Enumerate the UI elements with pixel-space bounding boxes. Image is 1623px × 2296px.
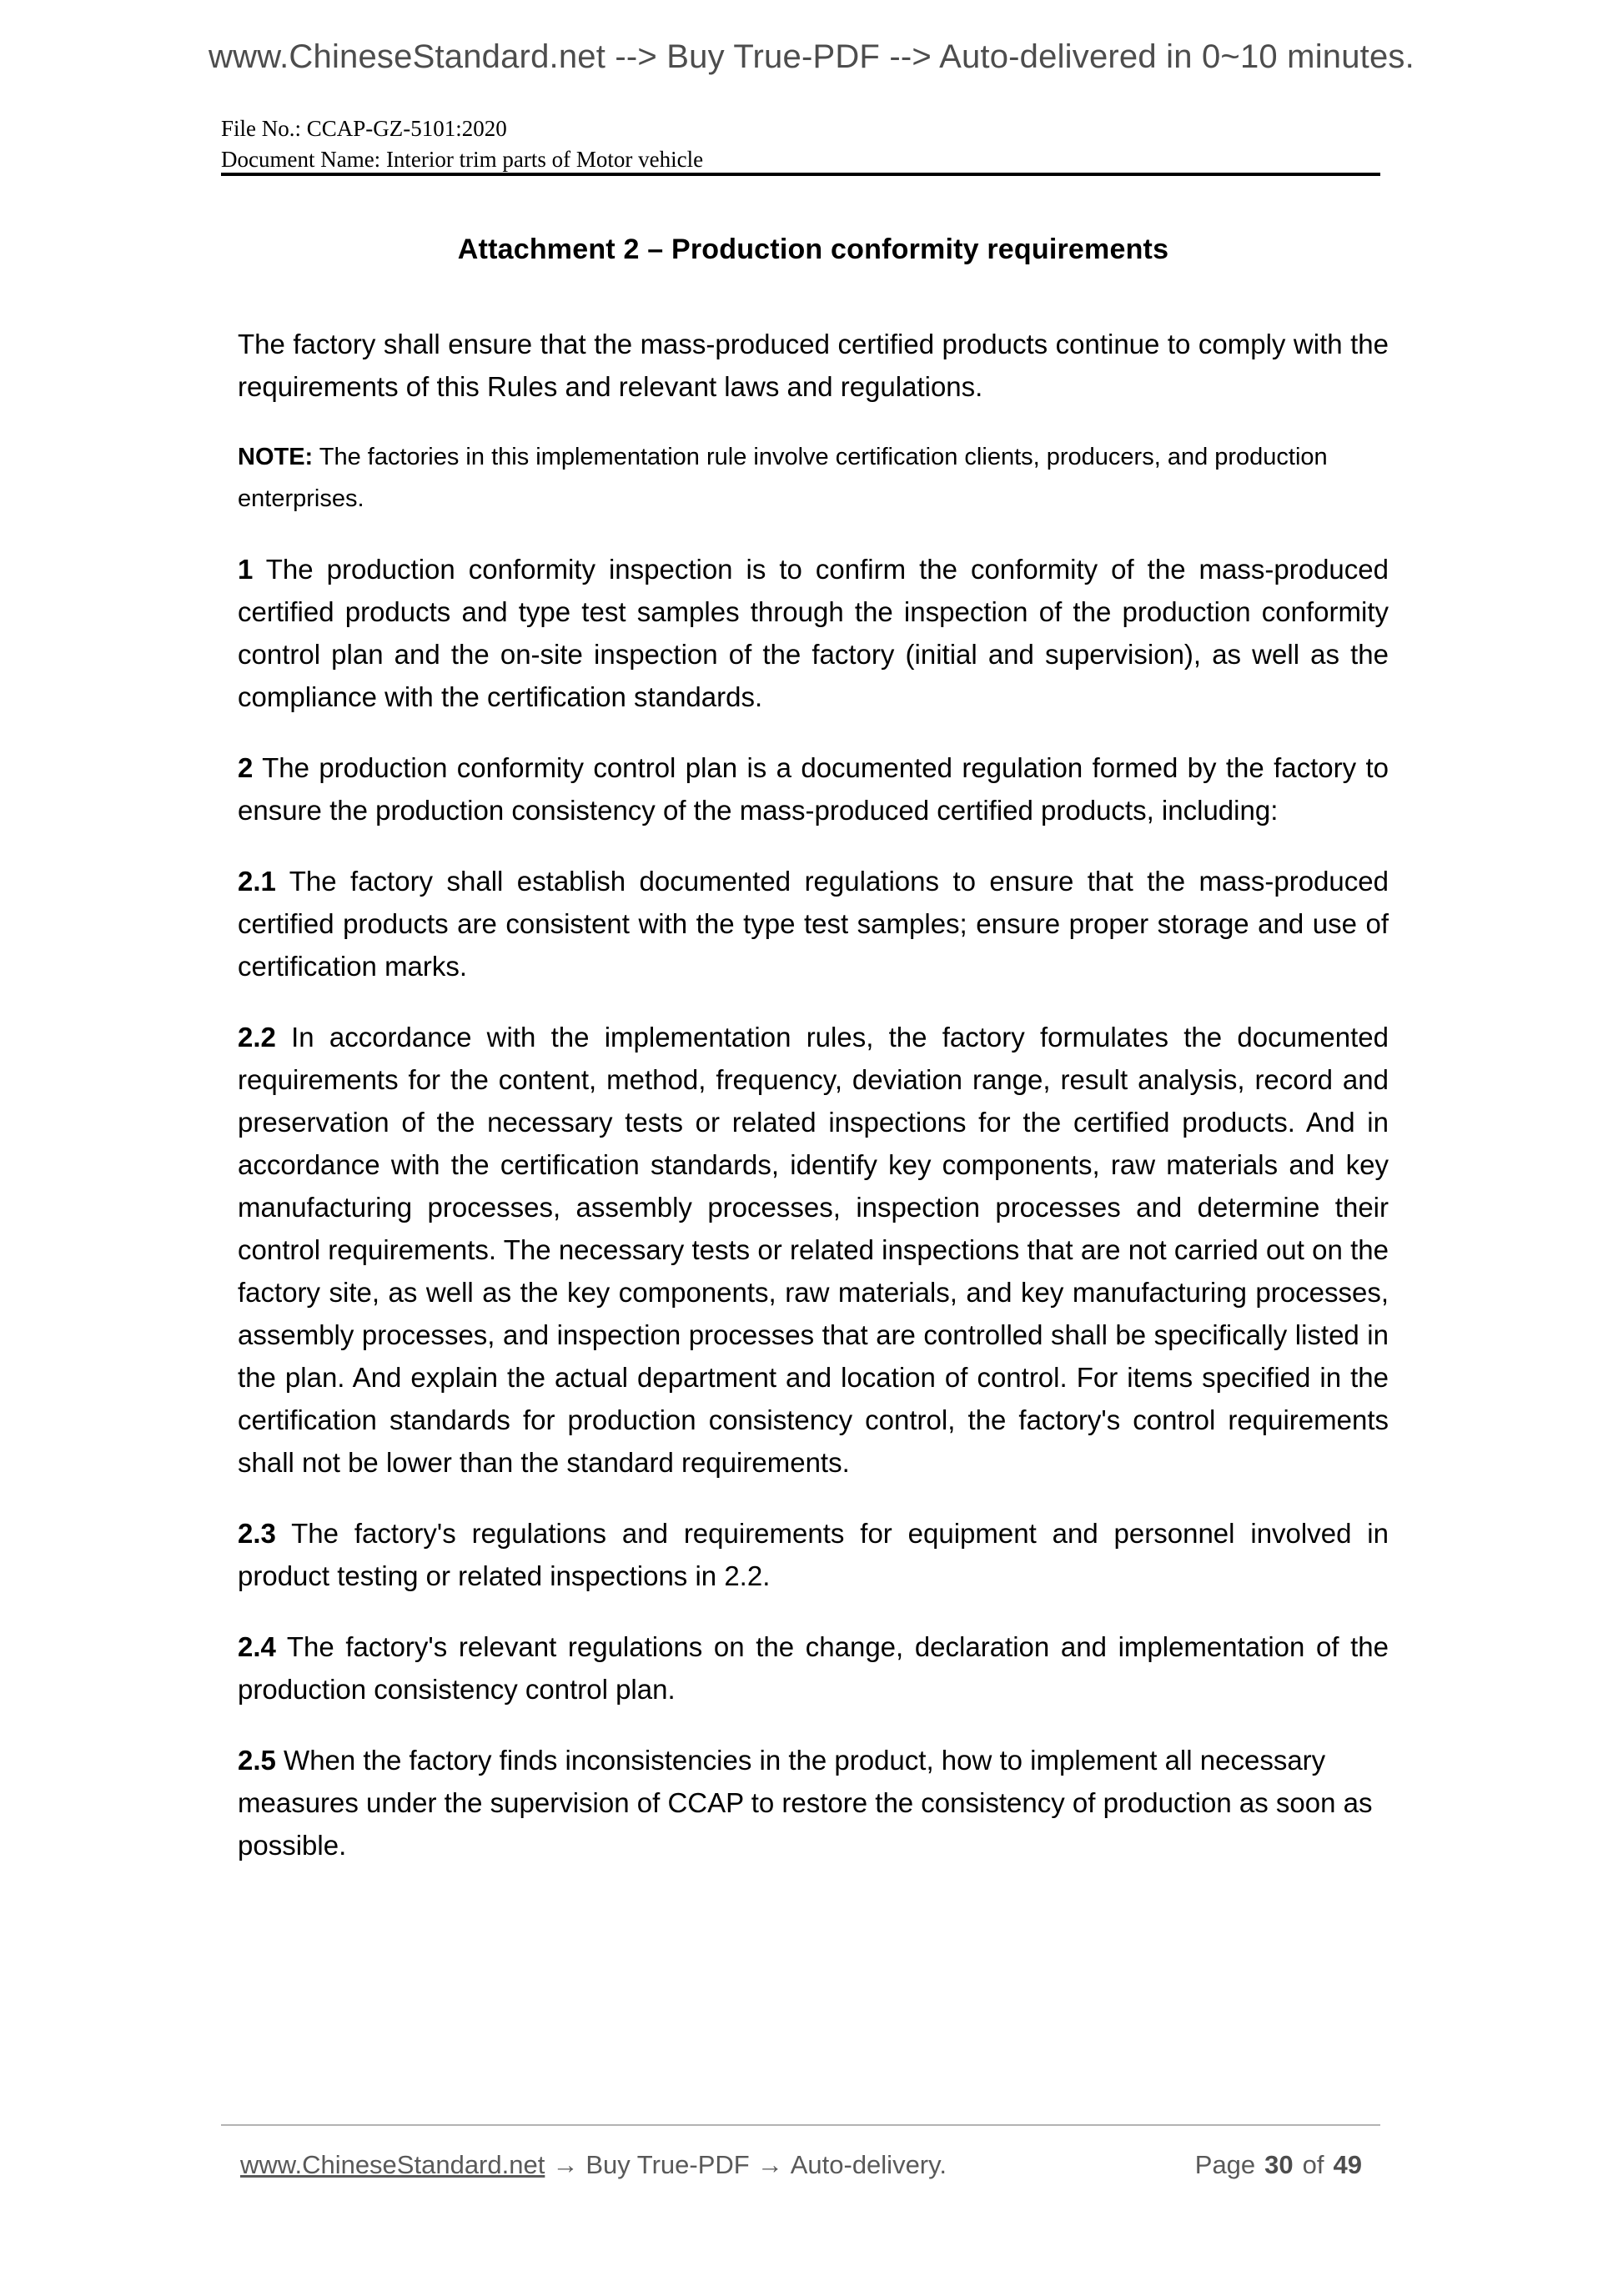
total-page-number: 49 bbox=[1333, 2150, 1362, 2179]
note-body: The factories in this implementation rule involve certification clients, producers, and production enterprises. bbox=[238, 444, 1328, 512]
section-1 bbox=[238, 548, 1389, 718]
section-2-text: The production conformity control plan is a documented regulation formed by the factory to ensure the production consistency of the mass-produced certified products, including: bbox=[238, 752, 1389, 826]
footer-divider bbox=[221, 2124, 1380, 2126]
header-divider bbox=[221, 173, 1380, 176]
section-2-1-number: 2.1 bbox=[238, 866, 276, 897]
of-label: of bbox=[1302, 2150, 1324, 2179]
page-label: Page bbox=[1194, 2150, 1256, 2179]
section-2-5-number: 2.5 bbox=[238, 1745, 276, 1776]
section-2-4-number: 2.4 bbox=[238, 1631, 276, 1662]
section-2-3 bbox=[238, 1512, 1389, 1597]
section-2-4-text: The factory's relevant regulations on the change, declaration and implementation of the production consistency control plan. bbox=[238, 1631, 1389, 1705]
section-2-5 bbox=[238, 1739, 1389, 1866]
current-page-number: 30 bbox=[1264, 2150, 1294, 2179]
section-1-number: 1 bbox=[238, 554, 254, 585]
footer-promo bbox=[240, 2150, 947, 2180]
arrow-right-icon: → bbox=[552, 2150, 579, 2179]
footer-url-link[interactable]: www.ChineseStandard.net bbox=[240, 2150, 545, 2179]
document-name-line: Document Name: Interior trim parts of Motor vehicle bbox=[221, 147, 704, 172]
intro-paragraph: The factory shall ensure that the mass-produced certified products continue to comply with the requirements of this Rules and relevant laws and regulations. bbox=[238, 329, 1389, 402]
note-label: NOTE: bbox=[238, 444, 314, 470]
note-paragraph bbox=[238, 436, 1389, 520]
section-2-4 bbox=[238, 1625, 1389, 1711]
page-title: Attachment 2 – Production conformity requirements bbox=[457, 234, 1169, 265]
section-1-text: The production conformity inspection is to confirm the conformity of the mass-produced certified products and type test samples through the inspection of the production conformity control plan and the on-site inspection of the factory (initial and supervision), as well as the compliance with the certification standards. bbox=[238, 554, 1389, 712]
section-2-3-number: 2.3 bbox=[238, 1518, 276, 1549]
section-2-2-text: In accordance with the implementation rules, the factory formulates the documented requirements for the content, method, frequency, deviation range, result analysis, record and preservation of the necessary tests or related inspections for the certified products. And in accordance with the certification standards, identify key components, raw materials and key manufacturing processes, assembly processes, inspection processes and determine their control requirements. The necessary tests or related inspections that are not carried out on the factory site, as well as the key components, raw materials, and key manufacturing processes, assembly processes, and inspection processes that are controlled shall be specifically listed in the plan. And explain the actual department and location of control. For items specified in the certification standards for production consistency control, the factory's control requirements shall not be lower than the standard requirements. bbox=[238, 1022, 1389, 1478]
promo-banner: www.ChineseStandard.net --> Buy True-PDF --> Auto-delivered in 0~10 minutes. bbox=[209, 38, 1414, 75]
section-2-2 bbox=[238, 1016, 1389, 1484]
section-2-3-text: The factory's regulations and requirements for equipment and personnel involved in product testing or related inspections in 2.2. bbox=[238, 1518, 1389, 1591]
section-2-1 bbox=[238, 860, 1389, 987]
document-header-block bbox=[221, 113, 1380, 175]
arrow-right-icon-2: → bbox=[756, 2150, 783, 2179]
section-2-1-text: The factory shall establish documented regulations to ensure that the mass-produced certified products are consistent with the type test samples; ensure proper storage and use of certification marks. bbox=[238, 866, 1389, 982]
section-2-number: 2 bbox=[238, 752, 254, 783]
section-2 bbox=[238, 746, 1389, 831]
footer-delivery-label: Auto-delivery. bbox=[790, 2150, 947, 2179]
section-2-2-number: 2.2 bbox=[238, 1022, 276, 1053]
document-body bbox=[238, 234, 1389, 1895]
section-2-5-text: When the factory finds inconsistencies in the product, how to implement all necessary measures under the supervision of CCAP to restore the consistency of production as soon as possible. bbox=[238, 1745, 1373, 1861]
page-indicator bbox=[1195, 2150, 1362, 2180]
footer-buy-label: Buy True-PDF bbox=[585, 2150, 750, 2179]
file-number-line: File No.: CCAP-GZ-5101:2020 bbox=[221, 116, 507, 141]
page-footer bbox=[221, 2150, 1380, 2180]
